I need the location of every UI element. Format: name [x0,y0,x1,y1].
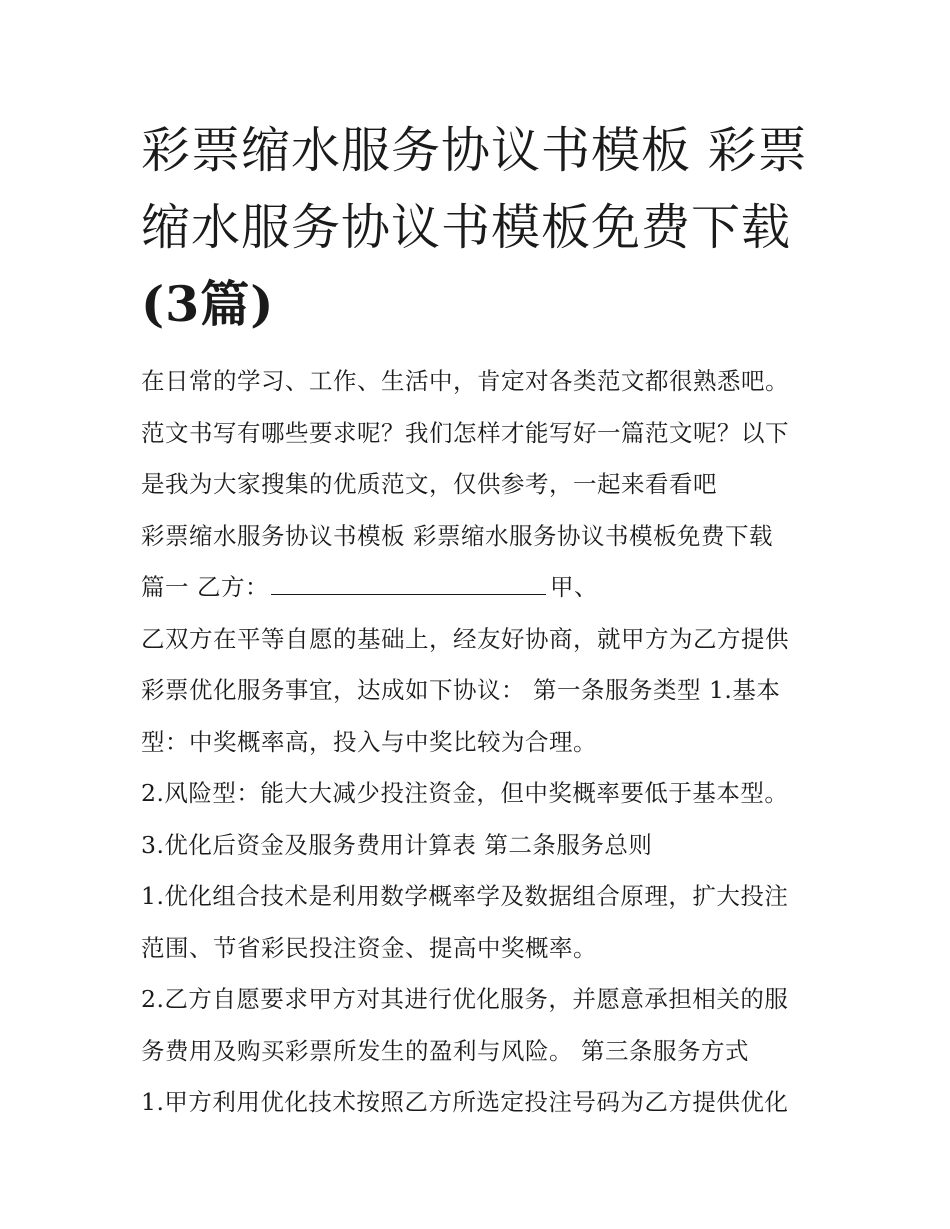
document-body [141,356,821,1129]
title-main: 彩票缩水服务协议书模板 彩票缩水服务协议书模板免费下载 [141,122,808,256]
body-line-3: 是我为大家搜集的优质范文，仅供参考，一起来看看吧 [141,470,717,498]
body-line-10: 1.优化组合技术是利用数学概率学及数据组合原理，扩大投注 [141,882,789,910]
document-title [141,112,821,343]
body-line-12: 2.乙方自愿要求甲方对其进行优化服务，并愿意承担相关的服 [141,985,789,1013]
party-line [141,562,821,614]
body-line-6: 彩票优化服务事宜，达成如下协议： 第一条服务类型 1.基本 [141,676,781,704]
body-line-5: 乙双方在平等自愿的基础上，经友好协商，就甲方为乙方提供 [141,624,789,653]
party-line-prefix: 篇一 乙方： [141,573,269,601]
body-line-8: 2.风险型：能大大减少投注资金，但中奖概率要低于基本型。 [141,779,789,807]
body-line-2: 范文书写有哪些要求呢？我们怎样才能写好一篇范文呢？以下 [141,418,789,447]
body-line-14: 1.甲方利用优化技术按照乙方所选定投注号码为乙方提供优化 [141,1088,789,1116]
party-name-blank [271,572,546,595]
title-count: (3篇) [141,275,275,333]
body-line-4: 彩票缩水服务协议书模板 彩票缩水服务协议书模板免费下载 [141,521,773,550]
body-line-13: 务费用及购买彩票所发生的盈利与风险。 第三条服务方式 [141,1036,749,1065]
body-line-7: 型：中奖概率高，投入与中奖比较为合理。 [141,727,597,756]
body-line-1: 在日常的学习、工作、生活中，肯定对各类范文都很熟悉吧。 [141,367,789,395]
body-line-9: 3.优化后资金及服务费用计算表 第二条服务总则 [141,830,653,859]
body-line-11: 范围、节省彩民投注资金、提高中奖概率。 [141,933,597,962]
party-line-suffix: 甲、 [549,573,598,601]
